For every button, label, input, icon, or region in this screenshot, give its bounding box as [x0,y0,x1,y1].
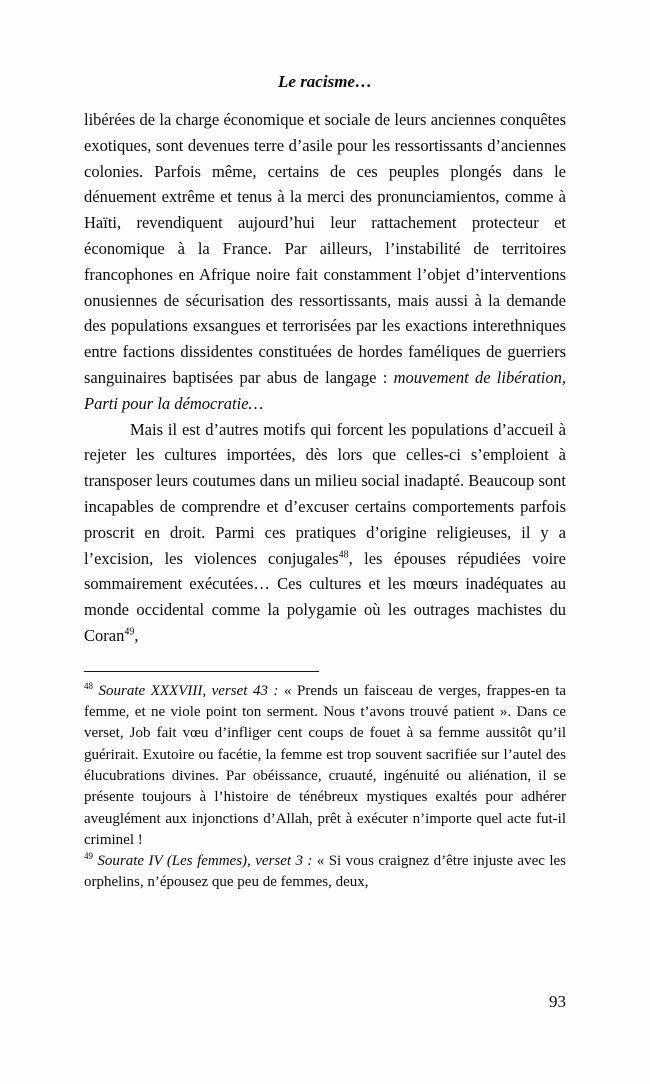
footnote-49-text: « Si vous craignez d’être injuste avec les orphelins, n’épousez que peu de femmes, deux, [84,853,566,891]
footnote-49-marker: 49 [84,851,93,862]
paragraph-1 [84,107,566,417]
paragraph-1-text: libérées de la charge économique et sociale de leurs anciennes conquêtes exotiques, sont devenues terre d’asile pour les ressortissants d’anciennes colonies. Parfois même, certains de ces peuples plongés dans le dénuement extrême et tenus à la merci des pronunciamientos, comme à Haïti, revendiquent aujourd’hui leur rattachement protecteur et économique à la France. Par ailleurs, l’instabilité de territoires francophones en Afrique noire fait constamment l’objet d’interventions onusiennes de sécurisation des ressortissants, mais aussi à la demande des populations exsangues et terrorisées par les exactions interethniques entre factions dissidentes constituées de hordes faméliques de guerriers sanguinaires baptisées par abus de langage : [84,110,566,387]
running-head: Le racisme… [278,72,372,91]
footnote-48-text: « Prends un faisceau de verges, frappes-en ta femme, et ne viole point ton serment. Nous t’avons trouvé patient ». Dans ce verset, Job fait vœu d’infliger cent coups de fouet à sa femme aussitôt qu’il guérirait. Exutoire ou facétie, la femme est trop souvent sacrifiée sur l’autel des élucubrations divines. Par obéissance, cruauté, ingénuité ou aliénation, il se présente toujours à l’histoire de ténébreux mystiques exaltés pour adhérer aveuglément aux injonctions d’Allah, prêt à exécuter n’importe quel acte fut-il criminel ! [84,682,567,848]
page-number: 93 [549,992,566,1011]
footnote-ref-48: 48 [338,549,349,561]
footnotes-block [84,681,566,894]
paragraph-2-text-c: , [134,625,139,645]
footnote-48 [84,681,566,851]
paragraph-2-text-a: Mais il est d’autres motifs qui forcent les populations d’accueil à rejeter les cultures importées, dès lors que celles-ci s’emploient à transposer leurs coutumes dans un milieu social inadapté. Beaucoup sont incapables de comprendre et d’excuser certains comportements parfois proscrit en droit. Parmi ces pratiques d’origine religieuses, il y a l’excision, les violences conjugales [84,419,566,568]
footnote-49-source: Sourate IV (Les femmes), verset 3 : [97,853,313,870]
paragraph-1-italic-phrase: mouvement de libération, Parti pour la démocratie… [84,367,566,413]
body-text [84,107,566,649]
paragraph-2-text-b: , les épouses répudiées voire sommairement exécutées… Ces cultures et les mœurs inadéquates au monde occidental comme la polygamie où les outrages machistes du Coran [84,548,566,645]
footnote-48-marker: 48 [84,680,93,691]
footnote-48-source: Sourate XXXVIII, verset 43 : [98,682,279,699]
paragraph-2 [84,417,566,649]
footnote-ref-49: 49 [124,626,135,638]
footnote-49 [84,851,566,894]
footnote-separator-rule [84,671,319,672]
